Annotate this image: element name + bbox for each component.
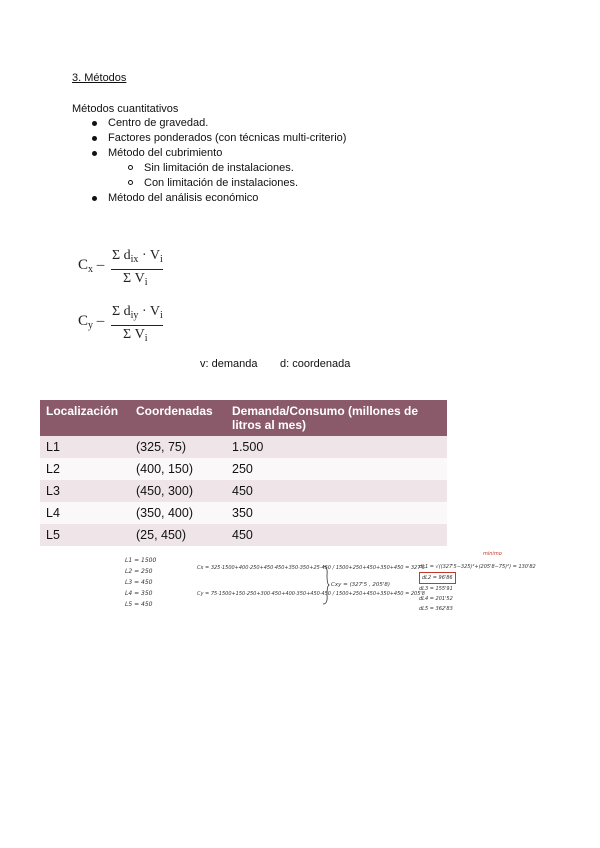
table-row [40, 480, 447, 502]
method-item [108, 191, 258, 206]
legend-demand: v: demanda [200, 358, 258, 370]
table-cell: L5 [40, 524, 130, 546]
table-cell: 250 [226, 458, 447, 480]
method-label: Método del análisis económico [108, 192, 259, 204]
formula-numerator: Σ $d_{iy} \cdot V_i$ [112, 304, 163, 321]
column-header: Demanda/Consumo (millones de litros al mes) [226, 400, 447, 436]
handwritten-cxy: Cxy = (327'5 , 205'8) [331, 582, 391, 588]
method-label: Factores ponderados (con técnicas multi-criterio) [108, 132, 347, 144]
column-header: Localización [40, 400, 130, 436]
column-header: Coordenadas [130, 400, 226, 436]
table-header-row [40, 400, 447, 436]
subheading: Métodos cuantitativos [72, 103, 179, 115]
table-row [40, 458, 447, 480]
formula-cy [78, 304, 178, 349]
handwritten-note: minimo [483, 551, 502, 557]
table-cell: L1 [40, 436, 130, 458]
method-label: Centro de gravedad. [108, 117, 209, 129]
bullet-icon [92, 121, 97, 126]
formula-numerator: Σ $d_{ix} \cdot V_i$ [112, 248, 163, 265]
submethod-item [144, 161, 294, 176]
table-cell: (350, 400) [130, 502, 226, 524]
table-row [40, 502, 447, 524]
submethod-label: Con limitación de instalaciones. [144, 177, 299, 189]
table-cell: L2 [40, 458, 130, 480]
table-cell: 450 [226, 480, 447, 502]
bullet-icon [92, 136, 97, 141]
table-cell: (400, 150) [130, 458, 226, 480]
table-cell: 450 [226, 524, 447, 546]
formula-lhs: $C_x$ – [78, 257, 105, 275]
method-label: Método del cubrimiento [108, 147, 223, 159]
formula-denominator: Σ $V_i$ [123, 271, 148, 288]
table-row [40, 436, 447, 458]
table-cell: (25, 450) [130, 524, 226, 546]
bullet-icon [92, 196, 97, 201]
brace-icon [322, 565, 330, 605]
method-item [108, 131, 346, 146]
hollow-bullet-icon [128, 180, 133, 185]
table-cell: 1.500 [226, 436, 447, 458]
table-cell: (450, 300) [130, 480, 226, 502]
table-cell: 350 [226, 502, 447, 524]
handwritten-cx: Cx = 325·1500+400·250+450·450+350·350+25·450 / 1500+250+450+350+450 = 327'5 [197, 565, 425, 571]
table-cell: (325, 75) [130, 436, 226, 458]
fraction-line [111, 325, 163, 326]
legend-coordinate: d: coordenada [280, 358, 351, 370]
method-item [108, 116, 208, 131]
handwritten-demands: L1 = 1500 L2 = 250 L3 = 450 L4 = 350 L5 = 450 [125, 557, 157, 608]
formula-lhs: $C_y$ – [78, 313, 105, 331]
method-item [108, 146, 222, 161]
table-row [40, 524, 447, 546]
hollow-bullet-icon [128, 165, 133, 170]
locations-table [40, 400, 447, 546]
table-cell: L3 [40, 480, 130, 502]
bullet-icon [92, 151, 97, 156]
submethod-item [144, 176, 298, 191]
formula-cx [78, 248, 178, 293]
submethod-label: Sin limitación de instalaciones. [144, 162, 294, 174]
table-cell: L4 [40, 502, 130, 524]
handwritten-calculations [125, 551, 585, 630]
handwritten-cy: Cy = 75·1500+150·250+300·450+400·350+450·450 / 1500+250+450+350+450 = 205'8 [197, 591, 425, 597]
handwritten-distances: dL1 = √((327'5−325)²+(205'8−75)²) = 130'82 dL2 = 96'86 dL3 = 155'91 dL4 = 201'52 dL5 = 362'83 [419, 564, 536, 612]
section-heading: 3. Métodos [72, 72, 127, 84]
formula-denominator: Σ $V_i$ [123, 327, 148, 344]
fraction-line [111, 269, 163, 270]
